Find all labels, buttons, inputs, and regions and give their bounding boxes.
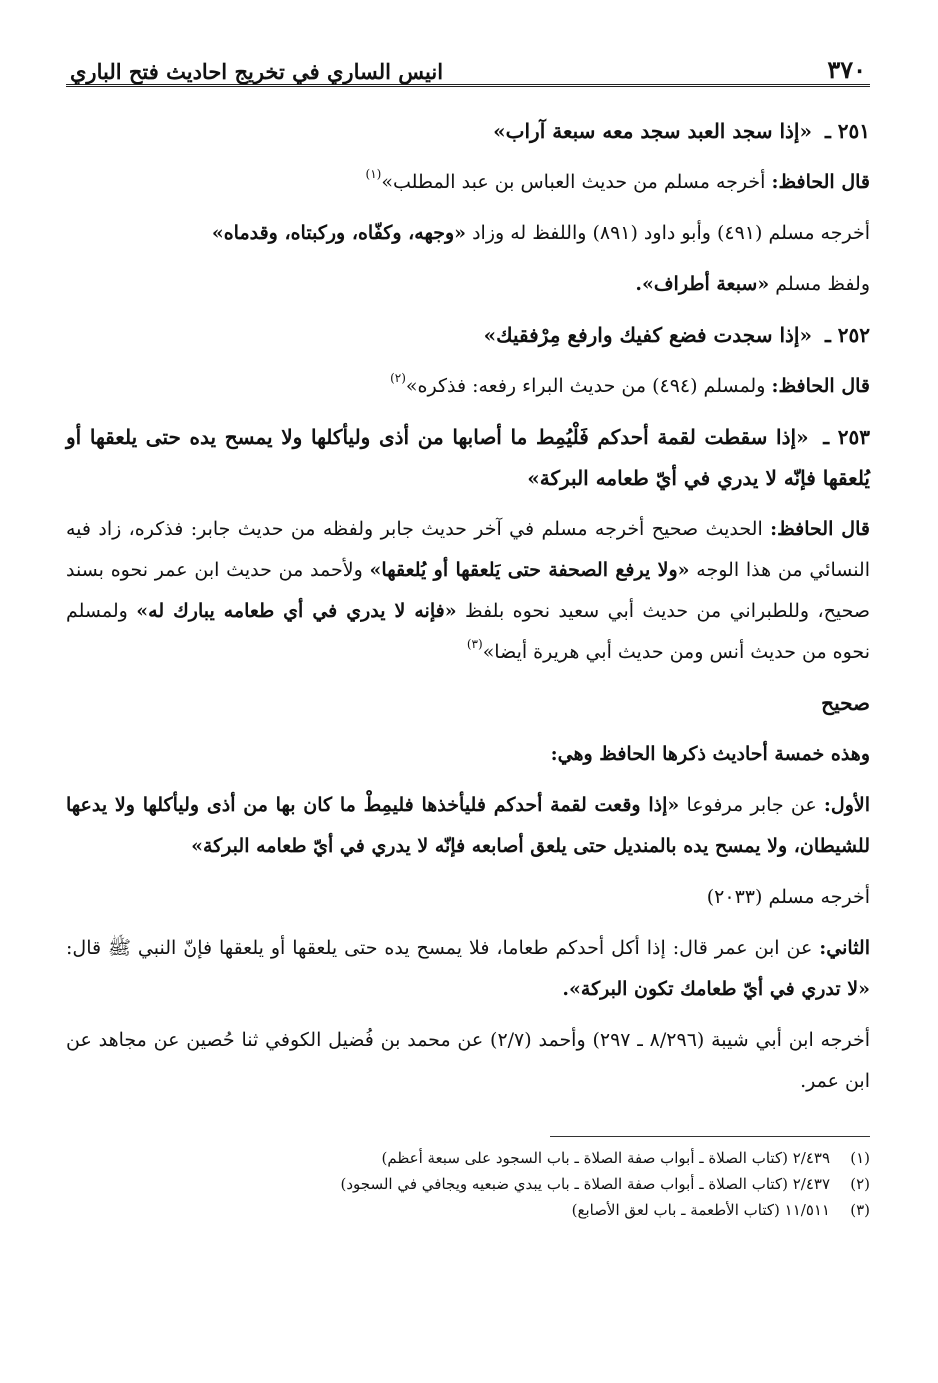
verdict: صحيح [821,691,870,715]
hafiz-comment-252 [66,366,870,407]
hafiz-text: ولمسلم (٤٩٤) من حديث البراء رفعه: فذكره» [405,375,766,397]
footnote-item [66,1145,870,1171]
footnote-ref: (٣) [466,637,483,651]
item-text: عن جابر مرفوعا [686,794,817,816]
hafiz-quote: «فإنه لا يدري في أي طعامه يبارك له» [136,600,457,622]
hafiz-label: قال الحافظ: [771,375,870,397]
muslim-wording-quote: «سبعة أطراف». [635,273,770,295]
hadith-number: ٢٥٣ ـ [823,425,871,449]
footnote-item [66,1197,870,1223]
second-hadith [66,928,870,1010]
footnote-ref: (١) [365,167,382,181]
hafiz-text: الحديث صحيح أخرجه مسلم في آخر حديث جابر ولفظه من حديث جابر: فذكره، زاد فيه النسائي من هذا الوجه [66,518,870,581]
muslim-wording-paragraph [66,264,870,305]
hafiz-label: قال الحافظ: [770,518,870,540]
hadith-text: «إذا سجدت فضع كفيك وارفع مِرْفقيك» [483,323,812,347]
hadith-text: «إذا سجد العبد سجد معه سبعة آراب» [493,119,812,143]
hafiz-text: ولأحمد من حديث ابن عمر نحوه بسند صحيح، وللطبراني من حديث أبي سعيد نحوه بلفظ [66,559,870,622]
page-header [66,40,870,87]
hadith-number: ٢٥٢ ـ [824,323,870,347]
footnotes [66,1145,870,1223]
footnote-ref: (٢) [390,371,406,385]
footnote-text: ٢/٤٣٧ (كتاب الصلاة ـ أبواب صفة الصلاة ـ باب يبدي ضبعيه ويجافي في السجود) [340,1175,830,1193]
footnote-number: (٢) [850,1175,870,1193]
first-takhrij: أخرجه مسلم (٢٠٣٣) [706,886,870,908]
footnote-text: ١١/٥١١ (كتاب الأطعمة ـ باب لعق الأصابع) [571,1201,830,1219]
page-number: ٣٧٠ [827,55,866,84]
item-label: الثاني: [819,937,870,959]
hadith-253 [66,417,870,499]
hafiz-label: قال الحافظ: [771,171,870,193]
item-label: الأول: [823,794,871,816]
hadith-251 [66,111,870,152]
hafiz-text: أخرجه مسلم من حديث العباس بن عبد المطلب» [381,171,766,193]
second-takhrij: أخرجه ابن أبي شيبة (٨/٢٩٦ ـ ٢٩٧) وأحمد (٢/٧) عن محمد بن فُضيل الكوفي ثنا حُصين عن مجاهد عن ابن عمر. [66,1029,870,1092]
hadith-number: ٢٥١ ـ [824,119,870,143]
hafiz-comment-251 [66,162,870,203]
hafiz-text: ولمسلم نحوه من حديث أنس ومن حديث أبي هريرة أيضا» [66,600,870,663]
page-body [66,87,870,1223]
item-text: عن ابن عمر قال: إذا أكل أحدكم طعاما، فلا يمسح يده حتى يلعقها أو يلعقها فإنّ النبي ﷺ قال: [66,937,813,959]
first-hadith [66,785,870,867]
footnote-item [66,1171,870,1197]
hadith-text: «إذا سقطت لقمة أحدكم فَلْيُمِط ما أصابها من أذى وليأكلها ولا يمسح يده حتى يلعقها أو يُلعقها فإنّه لا يدري في أيّ طعامه البركة» [66,425,870,490]
item-quote: «إذا وقعت لقمة أحدكم فليأخذها فليمِطْ ما كان بها من أذى وليأكلها ولا يدعها للشيطان، ولا يمسح يده بالمنديل حتى يلعق أصابعه فإنّه لا يدري في أيّ طعامه البركة» [66,794,870,857]
footnote-text: ٢/٤٣٩ (كتاب الصلاة ـ أبواب صفة الصلاة ـ باب السجود على سبعة أعظم) [381,1149,830,1167]
takhrij-paragraph [66,213,870,254]
takhrij-text: أخرجه مسلم (٤٩١) وأبو داود (٨٩١) واللفظ له وزاد [472,222,870,244]
item-quote: «لا تدري في أيّ طعامك تكون البركة». [562,978,870,1000]
footnote-divider [550,1136,870,1137]
muslim-wording-text: ولفظ مسلم [775,273,870,295]
hafiz-comment-253 [66,509,870,673]
footnote-number: (٣) [850,1201,870,1219]
takhrij-quote: «وجهه، وكفّاه، وركبتاه، وقدماه» [211,222,467,244]
footnote-number: (١) [850,1149,870,1167]
running-title: انيس الساري في تخريج احاديث فتح الباري [70,59,444,84]
hadith-252 [66,315,870,356]
intro-line: وهذه خمسة أحاديث ذكرها الحافظ وهي: [550,743,870,765]
hafiz-quote: «ولا يرفع الصحفة حتى يَلعقها أو يُلعقها» [369,559,690,581]
